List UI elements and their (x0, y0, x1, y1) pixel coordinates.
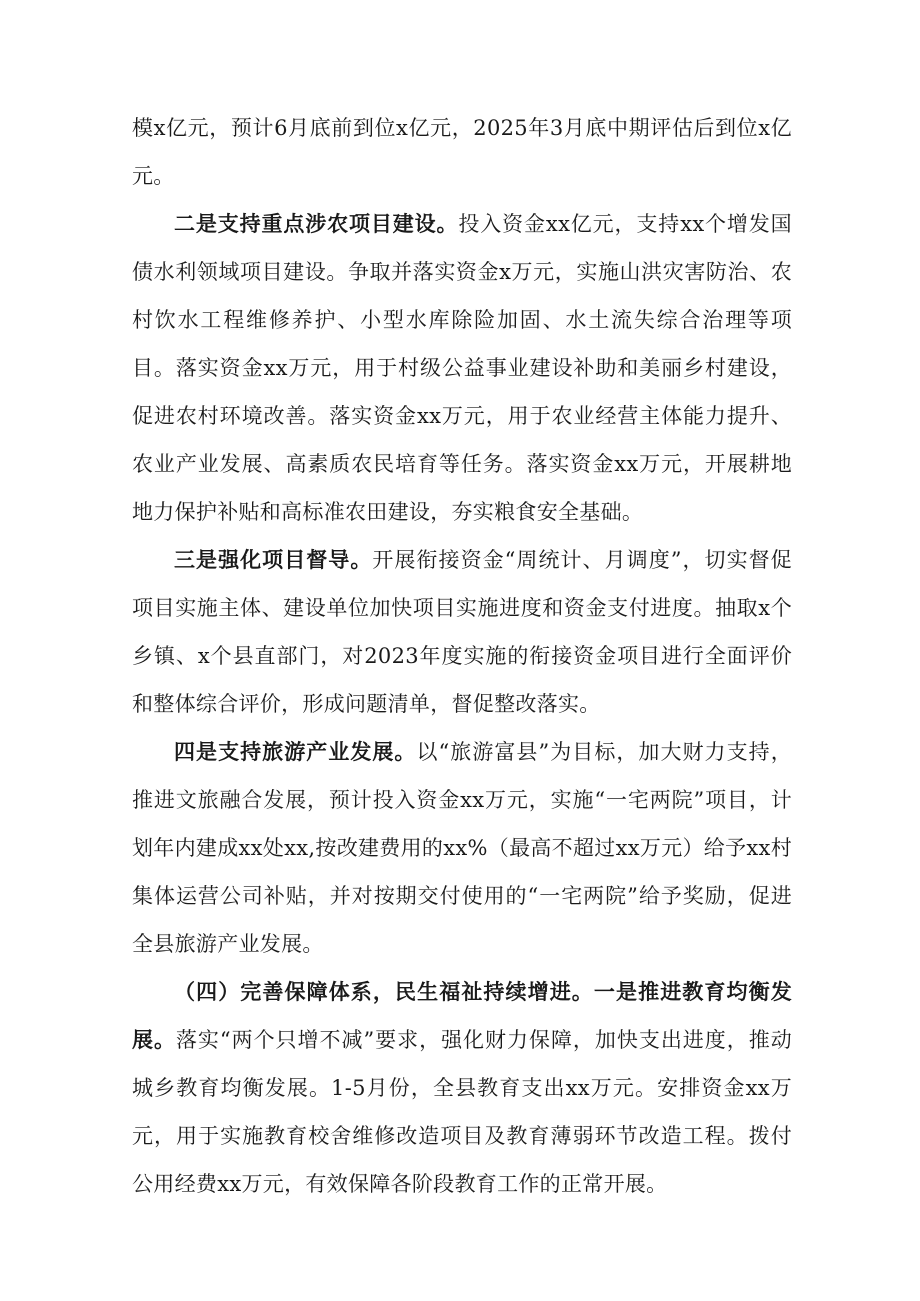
paragraph-text: 模x亿元，预计6月底前到位x亿元，2025年3月底中期评估后到位x亿元。 (132, 116, 792, 188)
paragraph-2 (132, 200, 792, 536)
paragraph-lead: 三是强化项目督导。 (174, 548, 373, 572)
document-page (132, 104, 792, 1208)
paragraph-text: 投入资金xx亿元，支持xx个增发国债水利领域项目建设。争取并落实资金x万元，实施山洪灾害防治、农村饮水工程维修养护、小型水库除险加固、水土流失综合治理等项目。落实资金xx万元，用于村级公益事业建设补助和美丽乡村建设，促进农村环境改善。落实资金xx万元，用于农业经营主体能力提升、农业产业发展、高素质农民培育等任务。落实资金xx万元，开展耕地地力保护补贴和高标准农田建设，夯实粮食安全基础。 (132, 212, 792, 524)
paragraph-text: 落实“两个只增不减”要求，强化财力保障，加快支出进度，推动城乡教育均衡发展。1-5月份，全县教育支出xx万元。安排资金xx万元，用于实施教育校舍维修改造项目及教育薄弱环节改造工程。拨付公用经费xx万元，有效保障各阶段教育工作的正常开展。 (132, 1028, 792, 1196)
paragraph-lead: （四）完善保障体系，民生福祉持续增进。一是推进教育均衡发展。 (132, 980, 792, 1052)
paragraph-lead: 二是支持重点涉农项目建设。 (174, 212, 459, 236)
paragraph-4 (132, 728, 792, 968)
paragraph-text: 以“旅游富县”为目标，加大财力支持，推进文旅融合发展，预计投入资金xx万元，实施“一宅两院”项目，计划年内建成xx处xx,按改建费用的xx%（最高不超过xx万元）给予xx村集体运营公司补贴，并对按期交付使用的“一宅两院”给予奖励，促进全县旅游产业发展。 (132, 740, 792, 956)
paragraph-text: 开展衔接资金“周统计、月调度”，切实督促项目实施主体、建设单位加快项目实施进度和资金支付进度。抽取x个乡镇、x个县直部门，对2023年度实施的衔接资金项目进行全面评价和整体综合评价，形成问题清单，督促整改落实。 (132, 548, 792, 716)
paragraph-3 (132, 536, 792, 728)
paragraph-1 (132, 104, 792, 200)
paragraph-5 (132, 968, 792, 1208)
paragraph-lead: 四是支持旅游产业发展。 (174, 740, 417, 764)
